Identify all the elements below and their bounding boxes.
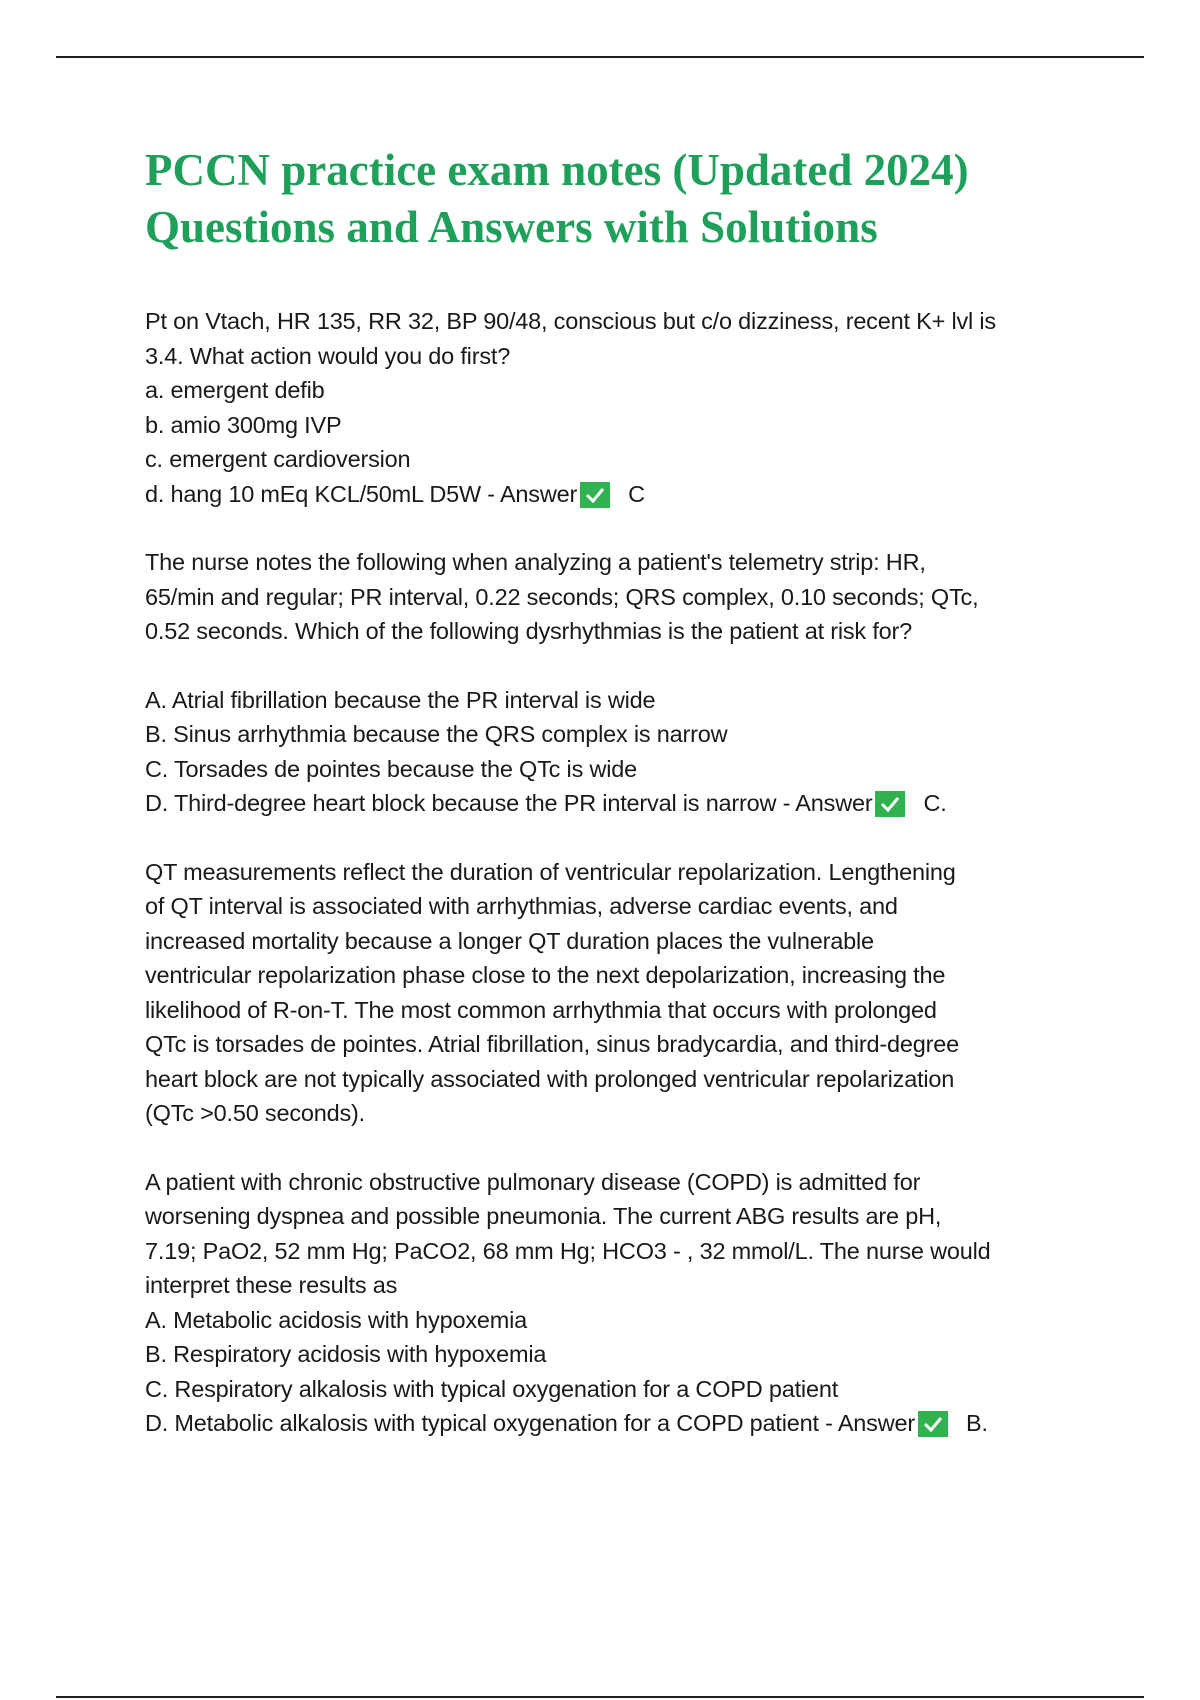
- rationale-line: of QT interval is associated with arrhythmias, adverse cardiac events, and: [145, 893, 898, 919]
- answer-option: B. Sinus arrhythmia because the QRS complex is narrow: [145, 721, 728, 747]
- question-stem-line: 3.4. What action would you do first?: [145, 342, 511, 369]
- correct-answer: C: [628, 480, 645, 507]
- answer-option: C. Torsades de pointes because the QTc is wide: [145, 755, 637, 782]
- rationale-line: ventricular repolarization phase close to the next depolarization, increasing the: [145, 962, 946, 988]
- answer-option: C. Respiratory alkalosis with typical oxygenation for a COPD patient: [145, 1375, 839, 1402]
- check-mark-icon: [918, 1411, 948, 1437]
- question-stem-line: 65/min and regular; PR interval, 0.22 seconds; QRS complex, 0.10 seconds; QTc,: [145, 583, 979, 610]
- document-title: [145, 142, 1105, 256]
- rationale-line: (QTc >0.50 seconds).: [145, 1100, 366, 1126]
- answer-option: a. emergent defib: [145, 377, 325, 403]
- question-stem-line: worsening dyspnea and possible pneumonia. The current ABG results are pH,: [145, 1203, 942, 1229]
- check-mark-icon: [580, 482, 610, 508]
- rationale-line: likelihood of R-on-T. The most common arrhythmia that occurs with prolonged: [145, 996, 937, 1023]
- question-1: [145, 304, 1105, 511]
- title-line-1: PCCN practice exam notes (Updated 2024): [145, 145, 969, 195]
- rationale-line: heart block are not typically associated with prolonged ventricular repolarization: [145, 1065, 955, 1092]
- rationale-line: QT measurements reflect the duration of ventricular repolarization. Lengthening: [145, 858, 956, 885]
- answer-option-last: [145, 786, 1105, 821]
- question-stem-line: A patient with chronic obstructive pulmonary disease (COPD) is admitted for: [145, 1168, 921, 1195]
- answer-option-text: D. Metabolic alkalosis with typical oxygenation for a COPD patient - Answer: [145, 1410, 915, 1436]
- bottom-rule: [56, 1696, 1144, 1698]
- answer-option-text: D. Third-degree heart block because the PR interval is narrow - Answer: [145, 790, 873, 816]
- question-stem-line: The nurse notes the following when analyzing a patient's telemetry strip: HR,: [145, 549, 926, 575]
- answer-option: A. Metabolic acidosis with hypoxemia: [145, 1306, 528, 1333]
- document-body: [145, 142, 1105, 1441]
- answer-option-text: d. hang 10 mEq KCL/50mL D5W - Answer: [145, 480, 578, 507]
- answer-option-last: [145, 477, 1105, 512]
- question-stem-line: 0.52 seconds. Which of the following dysrhythmias is the patient at risk for?: [145, 618, 913, 644]
- top-rule: [56, 56, 1144, 58]
- question-3: [145, 1165, 1105, 1441]
- title-line-2: Questions and Answers with Solutions: [145, 202, 878, 252]
- rationale-paragraph: [145, 855, 1105, 1131]
- question-stem-line: interpret these results as: [145, 1272, 398, 1298]
- answer-option: A. Atrial fibrillation because the PR interval is wide: [145, 686, 656, 713]
- check-mark-icon: [875, 791, 905, 817]
- question-2: [145, 545, 1105, 821]
- question-stem-line: 7.19; PaO2, 52 mm Hg; PaCO2, 68 mm Hg; HCO3 - , 32 mmol/L. The nurse would: [145, 1237, 991, 1264]
- rationale-line: increased mortality because a longer QT duration places the vulnerable: [145, 927, 874, 954]
- rationale-line: QTc is torsades de pointes. Atrial fibrillation, sinus bradycardia, and third-degree: [145, 1031, 959, 1057]
- correct-answer: B.: [966, 1410, 988, 1436]
- answer-option: c. emergent cardioversion: [145, 446, 411, 472]
- answer-option: B. Respiratory acidosis with hypoxemia: [145, 1341, 547, 1367]
- question-stem-line: Pt on Vtach, HR 135, RR 32, BP 90/48, conscious but c/o dizziness, recent K+ lvl is: [145, 308, 996, 334]
- answer-option: b. amio 300mg IVP: [145, 411, 342, 438]
- correct-answer: C.: [923, 790, 947, 816]
- answer-option-last: [145, 1406, 1105, 1441]
